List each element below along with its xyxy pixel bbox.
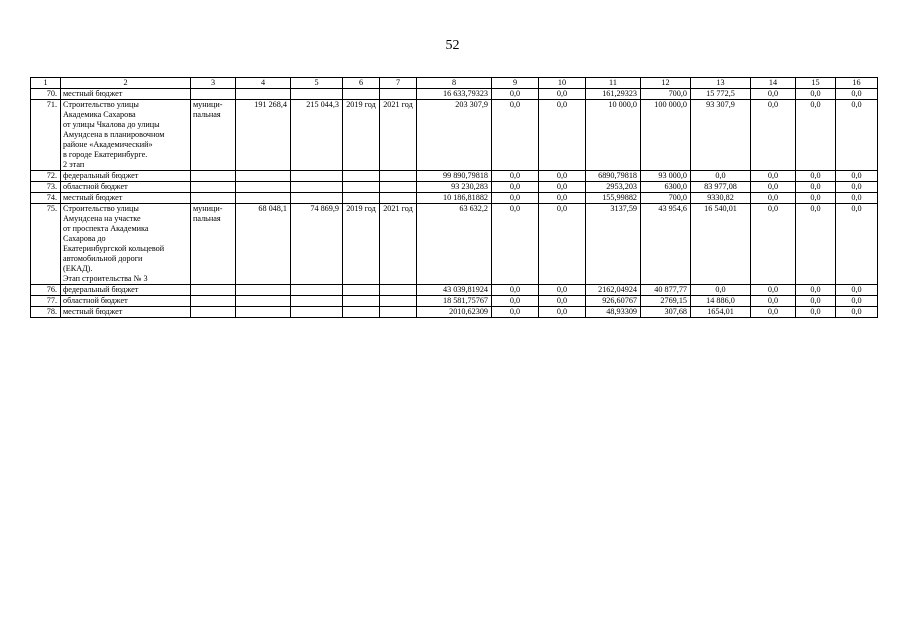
cell-total: 10 186,81882: [417, 193, 492, 204]
row-owner: [191, 182, 236, 193]
cell-col13: 14 886,0: [691, 296, 751, 307]
cell-col10: 0,0: [539, 296, 586, 307]
cell-total: 203 307,9: [417, 100, 492, 171]
table-row: [31, 285, 878, 296]
table-row: [31, 182, 878, 193]
cell-col15: 0,0: [796, 100, 836, 171]
cell-col9: 0,0: [492, 100, 539, 171]
cell-cost-estimate: 191 268,4: [236, 100, 291, 171]
page-number: 52: [445, 38, 460, 53]
cell-total: 99 890,79818: [417, 171, 492, 182]
cell-end-year: 2021 год: [380, 100, 417, 171]
cell-start-year: [343, 182, 380, 193]
cell-total: 63 632,2: [417, 204, 492, 285]
row-owner: муници- пальная: [191, 100, 236, 171]
row-name: местный бюджет: [61, 307, 191, 318]
cell-col15: 0,0: [796, 285, 836, 296]
row-owner: [191, 89, 236, 100]
row-owner: [191, 193, 236, 204]
cell-col9: 0,0: [492, 182, 539, 193]
cell-col16: 0,0: [836, 182, 878, 193]
cell-col11: 6890,79818: [586, 171, 641, 182]
cell-col12: 700,0: [641, 193, 691, 204]
row-number: 77.: [31, 296, 61, 307]
cell-col14: 0,0: [751, 182, 796, 193]
cell-col13: 93 307,9: [691, 100, 751, 171]
cell-start-year: 2019 год: [343, 204, 380, 285]
cell-col13: 16 540,01: [691, 204, 751, 285]
cell-col15: 0,0: [796, 204, 836, 285]
cell-cost-estimate: [236, 182, 291, 193]
cell-cost-current: [291, 171, 343, 182]
cell-col15: 0,0: [796, 182, 836, 193]
cell-col11: 2162,04924: [586, 285, 641, 296]
cell-end-year: [380, 171, 417, 182]
table-row: [31, 296, 878, 307]
table-row: [31, 193, 878, 204]
cell-col16: 0,0: [836, 307, 878, 318]
cell-col11: 48,93309: [586, 307, 641, 318]
cell-col9: 0,0: [492, 89, 539, 100]
cell-start-year: [343, 285, 380, 296]
cell-col12: 2769,15: [641, 296, 691, 307]
cell-col15: 0,0: [796, 193, 836, 204]
cell-col11: 2953,203: [586, 182, 641, 193]
row-number: 72.: [31, 171, 61, 182]
row-number: 76.: [31, 285, 61, 296]
cell-cost-estimate: [236, 285, 291, 296]
row-name: федеральный бюджет: [61, 285, 191, 296]
cell-col15: 0,0: [796, 89, 836, 100]
cell-col9: 0,0: [492, 193, 539, 204]
cell-start-year: 2019 год: [343, 100, 380, 171]
cell-col11: 10 000,0: [586, 100, 641, 171]
table-header-row: [31, 78, 878, 89]
column-header: 13: [691, 78, 751, 89]
column-header: 16: [836, 78, 878, 89]
column-header: 11: [586, 78, 641, 89]
row-number: 75.: [31, 204, 61, 285]
row-number: 71.: [31, 100, 61, 171]
table-row: [31, 89, 878, 100]
cell-cost-estimate: [236, 171, 291, 182]
cell-col13: 83 977,08: [691, 182, 751, 193]
cell-cost-estimate: 68 048,1: [236, 204, 291, 285]
budget-table: [30, 77, 878, 318]
cell-col9: 0,0: [492, 296, 539, 307]
cell-cost-estimate: [236, 89, 291, 100]
cell-total: 43 039,81924: [417, 285, 492, 296]
cell-cost-current: 215 044,3: [291, 100, 343, 171]
table-body: [31, 78, 878, 318]
cell-col14: 0,0: [751, 307, 796, 318]
cell-end-year: [380, 89, 417, 100]
cell-col11: 3137,59: [586, 204, 641, 285]
cell-total: 2010,62309: [417, 307, 492, 318]
cell-col11: 926,60767: [586, 296, 641, 307]
cell-col16: 0,0: [836, 193, 878, 204]
cell-cost-current: [291, 193, 343, 204]
cell-col16: 0,0: [836, 204, 878, 285]
row-owner: [191, 285, 236, 296]
cell-col9: 0,0: [492, 285, 539, 296]
cell-total: 16 633,79323: [417, 89, 492, 100]
cell-end-year: 2021 год: [380, 204, 417, 285]
cell-end-year: [380, 193, 417, 204]
cell-col9: 0,0: [492, 307, 539, 318]
cell-col14: 0,0: [751, 100, 796, 171]
cell-col12: 307,68: [641, 307, 691, 318]
cell-cost-current: [291, 89, 343, 100]
cell-end-year: [380, 296, 417, 307]
cell-cost-estimate: [236, 193, 291, 204]
table-row: [31, 204, 878, 285]
cell-col12: 6300,0: [641, 182, 691, 193]
column-header: 15: [796, 78, 836, 89]
column-header: 12: [641, 78, 691, 89]
column-header: 8: [417, 78, 492, 89]
cell-start-year: [343, 296, 380, 307]
cell-col10: 0,0: [539, 89, 586, 100]
row-owner: [191, 171, 236, 182]
cell-col12: 700,0: [641, 89, 691, 100]
row-owner: муници- пальная: [191, 204, 236, 285]
column-header: 4: [236, 78, 291, 89]
cell-col14: 0,0: [751, 171, 796, 182]
cell-col16: 0,0: [836, 171, 878, 182]
row-name: местный бюджет: [61, 193, 191, 204]
cell-col12: 93 000,0: [641, 171, 691, 182]
cell-col16: 0,0: [836, 100, 878, 171]
cell-start-year: [343, 193, 380, 204]
cell-col13: 9330,82: [691, 193, 751, 204]
row-name: Строительство улицы Академика Сахарова от улицы Чкалова до улицы Амундсена в планировочном районе «Академический» в городе Екатеринбурге. 2 этап: [61, 100, 191, 171]
row-name: федеральный бюджет: [61, 171, 191, 182]
cell-col9: 0,0: [492, 171, 539, 182]
cell-col10: 0,0: [539, 204, 586, 285]
cell-col13: 0,0: [691, 285, 751, 296]
column-header: 7: [380, 78, 417, 89]
cell-cost-current: [291, 182, 343, 193]
cell-start-year: [343, 89, 380, 100]
cell-col15: 0,0: [796, 307, 836, 318]
cell-col10: 0,0: [539, 182, 586, 193]
cell-col16: 0,0: [836, 296, 878, 307]
cell-col14: 0,0: [751, 89, 796, 100]
cell-col15: 0,0: [796, 296, 836, 307]
cell-end-year: [380, 307, 417, 318]
cell-cost-current: [291, 285, 343, 296]
cell-cost-current: [291, 307, 343, 318]
cell-col14: 0,0: [751, 296, 796, 307]
cell-col12: 100 000,0: [641, 100, 691, 171]
row-owner: [191, 307, 236, 318]
row-owner: [191, 296, 236, 307]
cell-col13: 15 772,5: [691, 89, 751, 100]
cell-col11: 161,29323: [586, 89, 641, 100]
column-header: 3: [191, 78, 236, 89]
table-row: [31, 100, 878, 171]
column-header: 1: [31, 78, 61, 89]
cell-col14: 0,0: [751, 285, 796, 296]
cell-col10: 0,0: [539, 307, 586, 318]
row-number: 78.: [31, 307, 61, 318]
column-header: 10: [539, 78, 586, 89]
row-name: местный бюджет: [61, 89, 191, 100]
cell-col11: 155,99882: [586, 193, 641, 204]
row-number: 70.: [31, 89, 61, 100]
cell-col16: 0,0: [836, 285, 878, 296]
cell-start-year: [343, 307, 380, 318]
cell-cost-estimate: [236, 296, 291, 307]
row-number: 74.: [31, 193, 61, 204]
cell-col9: 0,0: [492, 204, 539, 285]
table-row: [31, 171, 878, 182]
cell-col16: 0,0: [836, 89, 878, 100]
column-header: 9: [492, 78, 539, 89]
column-header: 6: [343, 78, 380, 89]
column-header: 14: [751, 78, 796, 89]
row-number: 73.: [31, 182, 61, 193]
row-name: Строительство улицы Амундсена на участке от проспекта Академика Сахарова до Екатеринбургской кольцевой автомобильной дороги (ЕКАД). Этап строительства № 3: [61, 204, 191, 285]
table-row: [31, 307, 878, 318]
cell-col14: 0,0: [751, 204, 796, 285]
cell-col13: 0,0: [691, 171, 751, 182]
cell-start-year: [343, 171, 380, 182]
row-name: областной бюджет: [61, 182, 191, 193]
cell-col12: 43 954,6: [641, 204, 691, 285]
cell-end-year: [380, 182, 417, 193]
column-header: 5: [291, 78, 343, 89]
cell-col15: 0,0: [796, 171, 836, 182]
cell-cost-current: 74 869,9: [291, 204, 343, 285]
cell-col12: 40 877,77: [641, 285, 691, 296]
cell-col13: 1654,01: [691, 307, 751, 318]
cell-total: 18 581,75767: [417, 296, 492, 307]
cell-col10: 0,0: [539, 285, 586, 296]
row-name: областной бюджет: [61, 296, 191, 307]
column-header: 2: [61, 78, 191, 89]
cell-cost-current: [291, 296, 343, 307]
cell-col14: 0,0: [751, 193, 796, 204]
cell-total: 93 230,283: [417, 182, 492, 193]
cell-col10: 0,0: [539, 171, 586, 182]
cell-col10: 0,0: [539, 193, 586, 204]
cell-col10: 0,0: [539, 100, 586, 171]
cell-end-year: [380, 285, 417, 296]
cell-cost-estimate: [236, 307, 291, 318]
